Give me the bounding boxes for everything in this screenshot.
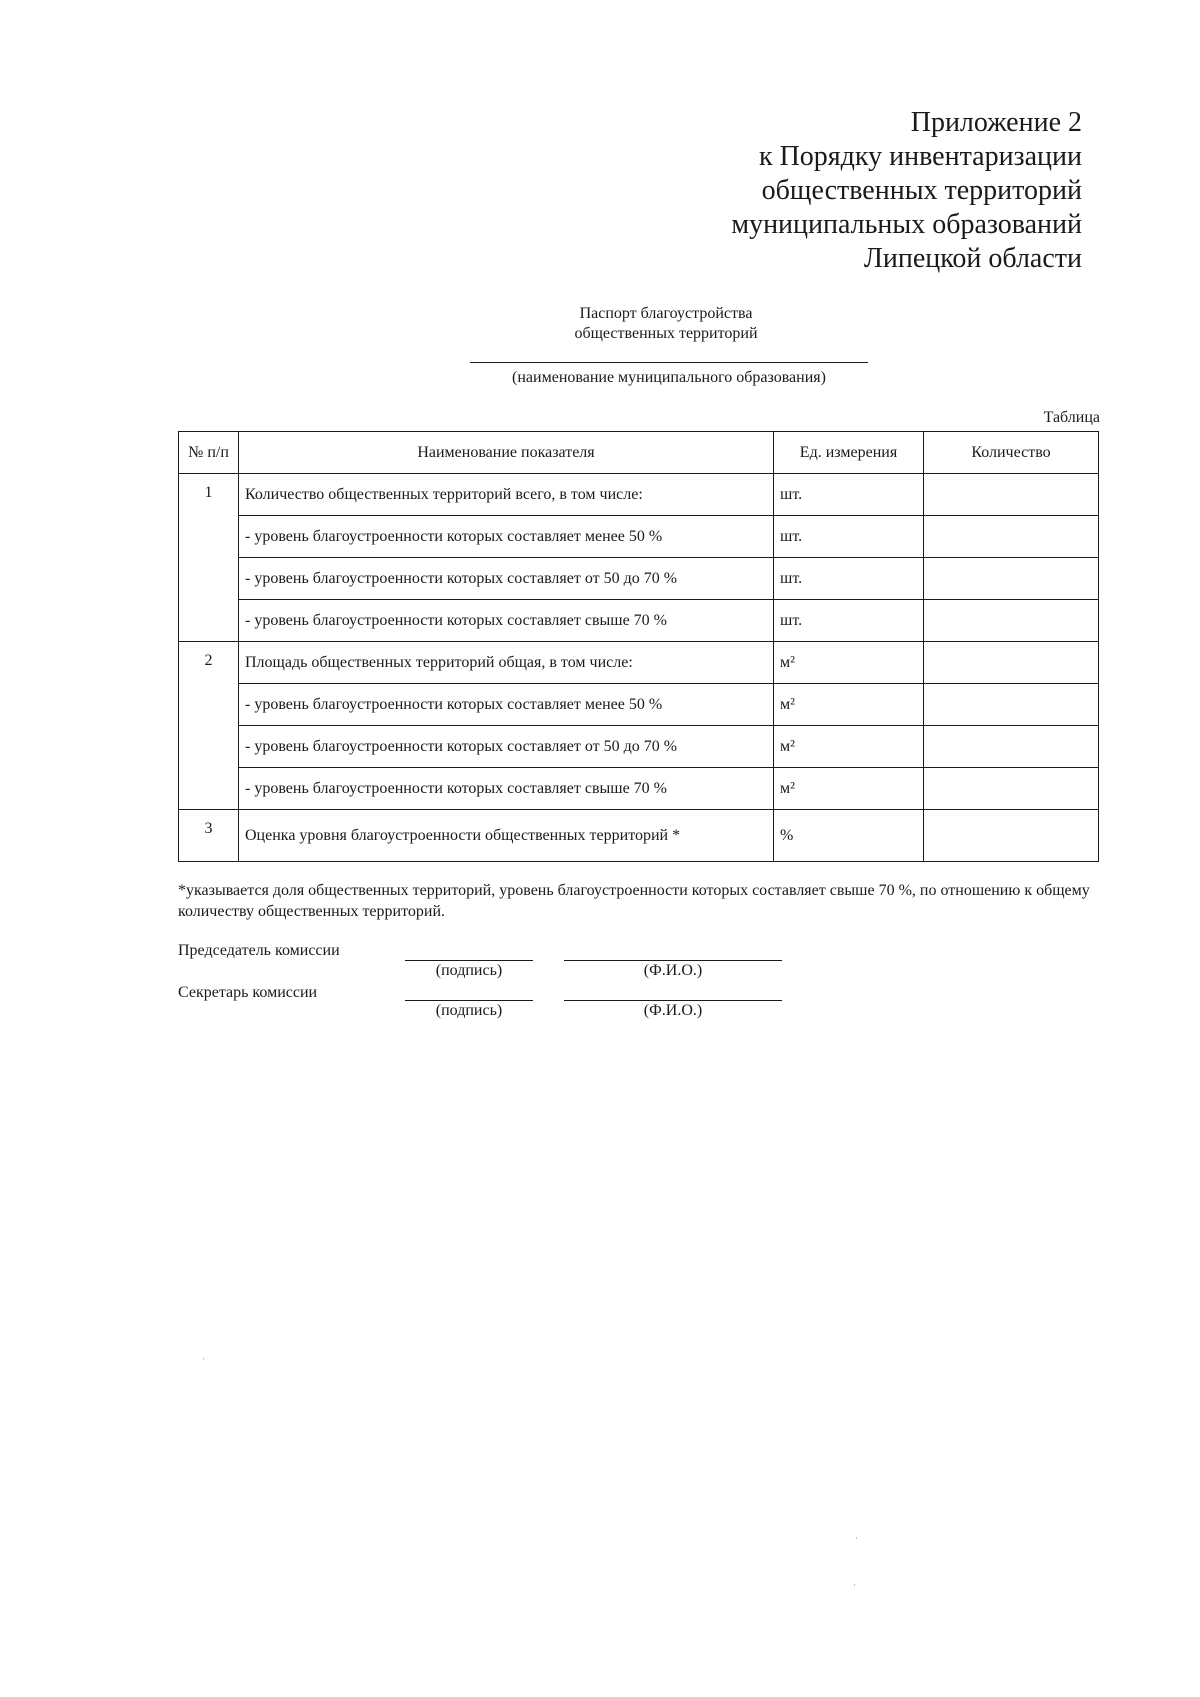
- secretary-name-field[interactable]: [564, 1000, 782, 1021]
- scan-speck: ·: [855, 1533, 858, 1543]
- table-caption: Таблица: [1043, 409, 1100, 426]
- row-name: - уровень благоустроенности которых составляет свыше 70 %: [239, 600, 774, 642]
- row-unit: шт.: [774, 558, 924, 600]
- row-qty-cell[interactable]: [924, 642, 1099, 684]
- signature-caption: (подпись): [435, 962, 503, 979]
- table-row: [179, 726, 1099, 768]
- row-unit: шт.: [774, 474, 924, 516]
- table-row: [179, 474, 1099, 516]
- signature-block: [178, 942, 878, 1032]
- row-name: - уровень благоустроенности которых составляет менее 50 %: [239, 684, 774, 726]
- chairman-signature-field[interactable]: [405, 960, 533, 981]
- row-name: - уровень благоустроенности которых составляет свыше 70 %: [239, 768, 774, 810]
- row-unit: шт.: [774, 600, 924, 642]
- signature-caption: (подпись): [435, 1002, 503, 1019]
- table-row: [179, 810, 1099, 862]
- appendix-line: Липецкой области: [863, 243, 1082, 274]
- table-row: [179, 642, 1099, 684]
- scan-speck: ·: [853, 1580, 856, 1590]
- table-row: [179, 600, 1099, 642]
- header-name: Наименование показателя: [239, 432, 774, 474]
- row-qty-cell[interactable]: [924, 516, 1099, 558]
- footnote: *указывается доля общественных территорий, уровень благоустроенности которых составляет свыше 70 %, по отношению к общему количеству общественных территорий.: [178, 882, 1090, 920]
- header-num: № п/п: [179, 432, 239, 474]
- row-unit: м²: [774, 726, 924, 768]
- row-qty-cell[interactable]: [924, 474, 1099, 516]
- table-row: [179, 684, 1099, 726]
- row-name: - уровень благоустроенности которых составляет менее 50 %: [239, 516, 774, 558]
- row-num: 3: [179, 810, 239, 862]
- header-qty: Количество: [924, 432, 1099, 474]
- row-unit: м²: [774, 642, 924, 684]
- row-unit: м²: [774, 768, 924, 810]
- secretary-label: Секретарь комиссии: [178, 984, 318, 1001]
- header-unit: Ед. измерения: [774, 432, 924, 474]
- row-qty-cell[interactable]: [924, 810, 1099, 862]
- row-name: Количество общественных территорий всего, в том числе:: [239, 474, 774, 516]
- row-unit: %: [774, 810, 924, 862]
- row-unit: шт.: [774, 516, 924, 558]
- chairman-label: Председатель комиссии: [178, 942, 340, 959]
- row-name: - уровень благоустроенности которых составляет от 50 до 70 %: [239, 726, 774, 768]
- municipality-caption: (наименование муниципального образования): [512, 369, 826, 386]
- appendix-line: муниципальных образований: [731, 209, 1082, 240]
- chairman-name-field[interactable]: [564, 960, 782, 981]
- table-row: [179, 768, 1099, 810]
- appendix-line: общественных территорий: [761, 175, 1082, 206]
- passport-title-line: Паспорт благоустройства: [579, 305, 753, 322]
- name-caption: (Ф.И.О.): [643, 962, 703, 979]
- row-num: 1: [179, 474, 239, 642]
- appendix-line: к Порядку инвентаризации: [758, 141, 1082, 172]
- row-name: Оценка уровня благоустроенности общественных территорий *: [239, 810, 774, 862]
- municipality-field[interactable]: [470, 362, 868, 388]
- passport-title: [0, 304, 1200, 344]
- row-unit: м²: [774, 684, 924, 726]
- row-num: 2: [179, 642, 239, 810]
- appendix-line: Приложение 2: [910, 107, 1082, 138]
- row-qty-cell[interactable]: [924, 600, 1099, 642]
- appendix-header: [731, 106, 1082, 276]
- row-name: Площадь общественных территорий общая, в том числе:: [239, 642, 774, 684]
- name-caption: (Ф.И.О.): [643, 1002, 703, 1019]
- table-row: [179, 558, 1099, 600]
- row-qty-cell[interactable]: [924, 684, 1099, 726]
- passport-table: [178, 431, 1099, 862]
- passport-title-line: общественных территорий: [574, 325, 758, 342]
- secretary-signature-field[interactable]: [405, 1000, 533, 1021]
- row-qty-cell[interactable]: [924, 558, 1099, 600]
- table-header-row: [179, 432, 1099, 474]
- scan-speck: ·: [202, 1354, 205, 1364]
- row-name: - уровень благоустроенности которых составляет от 50 до 70 %: [239, 558, 774, 600]
- row-qty-cell[interactable]: [924, 726, 1099, 768]
- table-row: [179, 516, 1099, 558]
- row-qty-cell[interactable]: [924, 768, 1099, 810]
